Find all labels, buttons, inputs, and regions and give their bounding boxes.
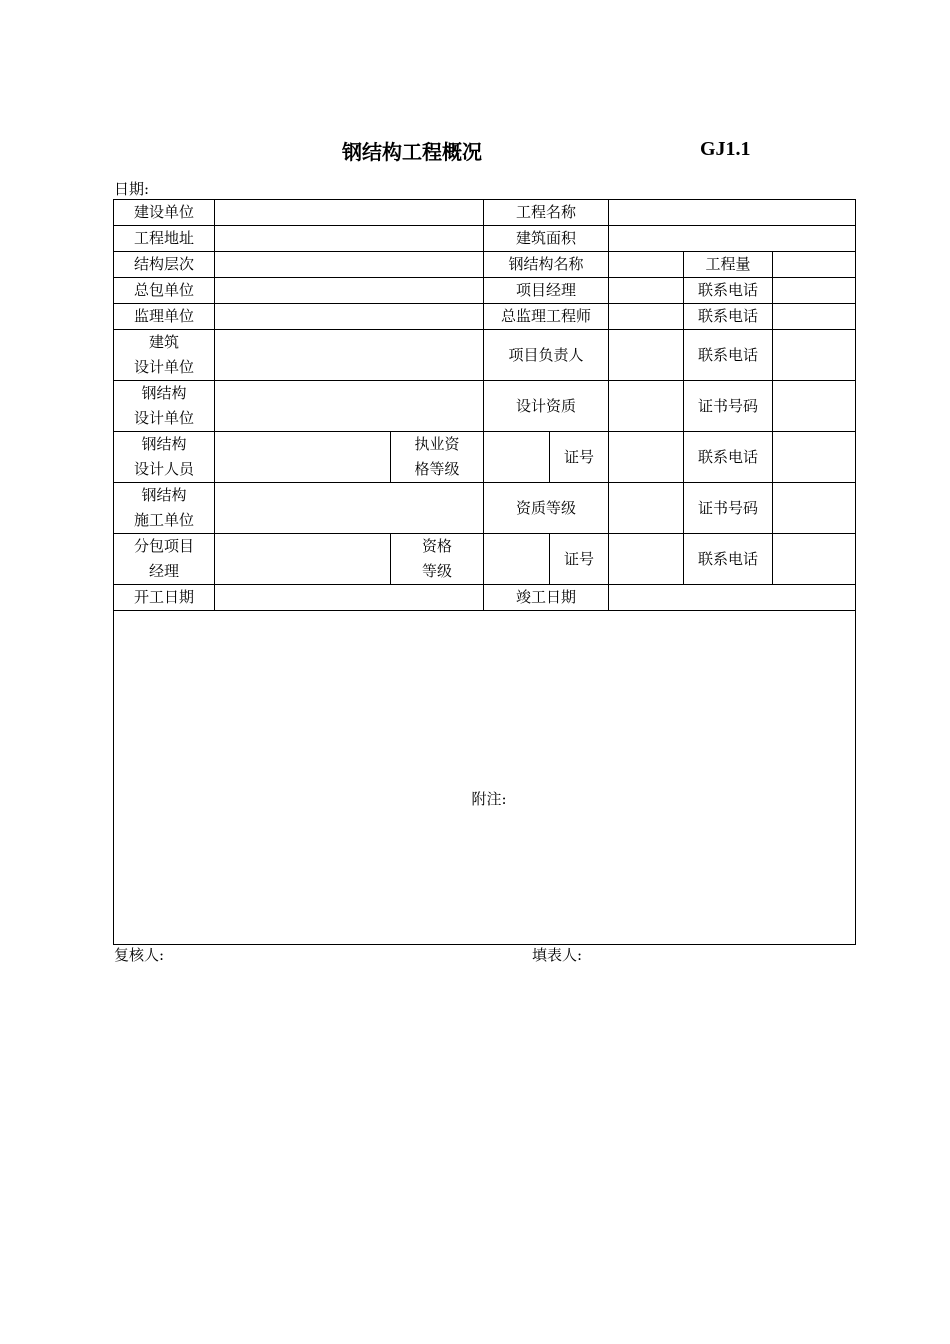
value-cell[interactable] [773, 330, 856, 381]
value-cell[interactable] [609, 252, 684, 278]
label-cell: 联系电话 [684, 330, 773, 381]
table-row [114, 330, 856, 381]
label-cell: 总监理工程师 [484, 304, 609, 330]
form-code: GJ1.1 [700, 138, 751, 160]
label-cell: 建筑 设计单位 [114, 330, 215, 381]
label-cell: 工程地址 [114, 226, 215, 252]
value-cell[interactable] [215, 252, 484, 278]
project-overview-table [113, 199, 856, 945]
label-cell: 证号 [550, 432, 609, 483]
document-title: 钢结构工程概况 [342, 140, 482, 164]
value-cell[interactable] [773, 278, 856, 304]
table-row [114, 483, 856, 534]
notes-label: 附注: [471, 790, 507, 808]
label-cell: 工程量 [684, 252, 773, 278]
table-row [114, 381, 856, 432]
value-cell[interactable] [215, 304, 484, 330]
value-cell[interactable] [609, 432, 684, 483]
label-cell: 钢结构 设计单位 [114, 381, 215, 432]
value-cell[interactable] [484, 432, 550, 483]
table-row [114, 200, 856, 226]
label-cell: 建筑面积 [484, 226, 609, 252]
value-cell[interactable] [773, 534, 856, 585]
label-cell: 联系电话 [684, 278, 773, 304]
value-cell[interactable] [773, 252, 856, 278]
label-cell: 钢结构 设计人员 [114, 432, 215, 483]
label-cell: 证书号码 [684, 483, 773, 534]
table-row [114, 278, 856, 304]
value-cell[interactable] [773, 381, 856, 432]
label-cell: 联系电话 [684, 304, 773, 330]
value-cell[interactable] [215, 226, 484, 252]
value-cell[interactable] [609, 534, 684, 585]
value-cell[interactable] [609, 304, 684, 330]
label-cell: 执业资 格等级 [391, 432, 484, 483]
label-cell: 钢结构 施工单位 [114, 483, 215, 534]
label-cell: 设计资质 [484, 381, 609, 432]
label-cell: 结构层次 [114, 252, 215, 278]
label-cell: 联系电话 [684, 432, 773, 483]
table-row [114, 252, 856, 278]
label-cell: 资质等级 [484, 483, 609, 534]
value-cell[interactable] [609, 226, 856, 252]
value-cell[interactable] [215, 278, 484, 304]
value-cell[interactable] [609, 278, 684, 304]
label-cell: 证书号码 [684, 381, 773, 432]
table-row [114, 585, 856, 611]
table-row [114, 304, 856, 330]
value-cell[interactable] [215, 200, 484, 226]
value-cell[interactable] [215, 381, 484, 432]
table-row [114, 534, 856, 585]
label-cell: 监理单位 [114, 304, 215, 330]
value-cell[interactable] [215, 330, 484, 381]
reviewer-label: 复核人: [114, 946, 165, 964]
value-cell[interactable] [215, 585, 484, 611]
label-cell: 总包单位 [114, 278, 215, 304]
label-cell: 建设单位 [114, 200, 215, 226]
label-cell: 竣工日期 [484, 585, 609, 611]
value-cell[interactable] [215, 483, 484, 534]
value-cell[interactable] [484, 534, 550, 585]
notes-cell[interactable] [114, 611, 856, 945]
value-cell[interactable] [773, 483, 856, 534]
label-cell: 联系电话 [684, 534, 773, 585]
value-cell[interactable] [609, 381, 684, 432]
label-cell: 资格 等级 [391, 534, 484, 585]
label-cell: 证号 [550, 534, 609, 585]
date-label: 日期: [114, 180, 150, 198]
label-cell: 钢结构名称 [484, 252, 609, 278]
value-cell[interactable] [215, 432, 391, 483]
table-row [114, 611, 856, 945]
value-cell[interactable] [773, 304, 856, 330]
label-cell: 开工日期 [114, 585, 215, 611]
label-cell: 工程名称 [484, 200, 609, 226]
value-cell[interactable] [609, 483, 684, 534]
label-cell: 项目负责人 [484, 330, 609, 381]
filler-label: 填表人: [532, 946, 583, 964]
value-cell[interactable] [609, 585, 856, 611]
value-cell[interactable] [609, 330, 684, 381]
label-cell: 分包项目 经理 [114, 534, 215, 585]
value-cell[interactable] [215, 534, 391, 585]
table-row [114, 226, 856, 252]
table-row [114, 432, 856, 483]
value-cell[interactable] [609, 200, 856, 226]
value-cell[interactable] [773, 432, 856, 483]
label-cell: 项目经理 [484, 278, 609, 304]
